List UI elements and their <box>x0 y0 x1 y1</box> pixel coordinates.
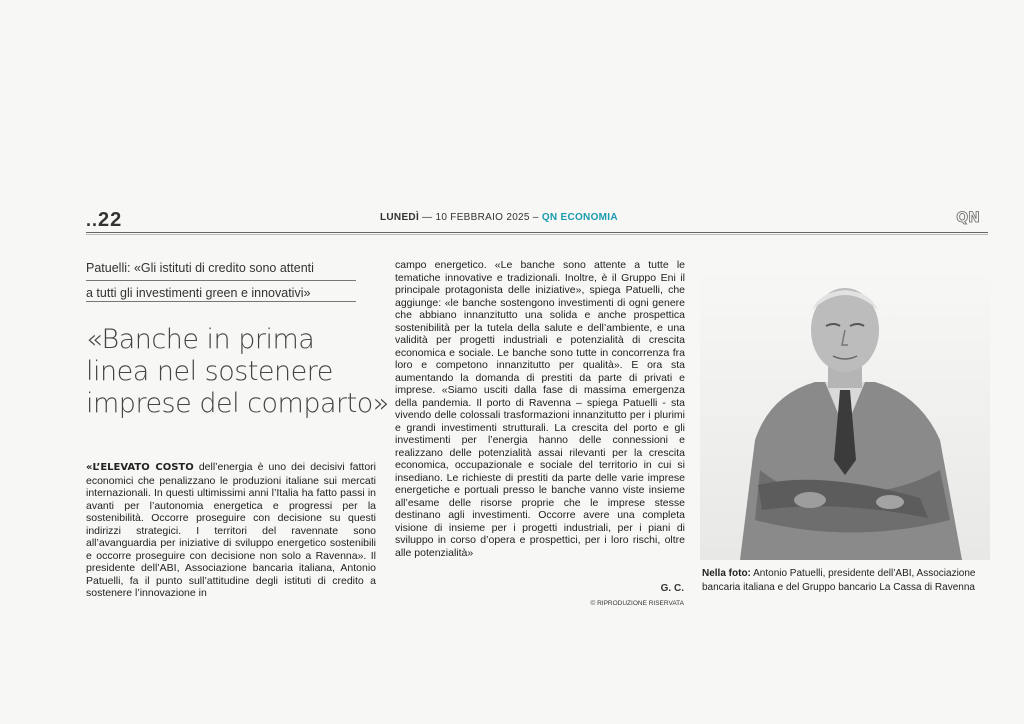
photo-caption <box>702 567 992 595</box>
kicker-line-1: Patuelli: «Gli istituti di credito sono attenti <box>86 261 314 275</box>
headline-line-2: linea nel sostenere <box>86 356 333 387</box>
caption-label: Nella foto: <box>702 568 751 579</box>
kicker-rule-2 <box>86 301 356 302</box>
article-headline <box>86 324 389 420</box>
header-day: LUNEDÌ <box>380 212 420 223</box>
qn-logo-text: QN <box>956 210 980 225</box>
headline-line-1: «Banche in prima <box>86 324 315 355</box>
header-section: QN ECONOMIA <box>541 212 618 223</box>
kicker-line-2: a tutti gli investimenti green e innovativi» <box>86 286 311 300</box>
qn-logo-icon <box>948 209 988 225</box>
page-number: ..22 <box>86 209 123 231</box>
header-divider <box>86 232 988 233</box>
kicker-rule-1 <box>86 280 356 281</box>
column-1-text: dell’energia è uno dei decisivi fattori economici che penalizzano le produzioni italiane sui mercati internazionali. In questi ultimissimi anni l’Italia ha fatto passi in avanti per l’autonomia energetica e progressi per la sostenibilità. Occorre proseguire con decisione su questi indirizzi strategici. I territori del ravennate sono all’avanguardia per iniziative di sviluppo energetico sostenibili e occorre proseguire con decisione non solo a Ravenna». Il presidente dell’ABI, Associazione bancaria italiana, Antonio Patuelli, fa il punto sull’attitudine degli istituti di credito a sostenere l’innovazione in <box>86 461 376 599</box>
page-header <box>380 212 618 223</box>
author-signature: G. C. <box>660 583 684 594</box>
header-date: — 10 FEBBRAIO 2025 – <box>419 212 542 223</box>
caption-text: Antonio Patuelli, presidente dell’ABI, Associazione bancaria italiana e del Gruppo bancario La Cassa di Ravenna <box>702 568 976 593</box>
article-lead: «L’ELEVATO COSTO <box>86 462 194 473</box>
header-divider-secondary <box>86 234 988 235</box>
headline-line-3: imprese del comparto» <box>86 388 389 419</box>
article-column-2: campo energetico. «Le banche sono attente a tutte le tematiche innovative e tradizionali. Inoltre, è il Gruppo Eni il principale protagonista delle iniziative», spiega Patuelli, che aggiunge: «le banche sostengono investimenti di ogni genere che abbiano innanzitutto una solida e anche prospettica sostenibilità per la tutela della salute e dell’ambiente, e una validità per progetti industriali e potenzialità di crescita economica e sociale. Le banche sono tutte in concorrenza fra loro e competono innanzitutto per qualità». E ora sta aumentando la domanda di prestiti da parte di privati e imprese. «Siamo usciti dalla fase di massima emergenza della pandemia. Il porto di Ravenna – spiega Patuelli - sta vivendo delle colossali trasformazioni innanzitutto per i plurimi e grandi investimenti strutturali. La crescita del porto e gli investimenti per l’energia hanno delle connessioni e realizzano delle potenzialità assai rilevanti per la crescita economica, occupazionale e sociale del territorio in cui si insediano. Le richieste di prestiti da parte delle varie imprese energetiche e portuali presso le banche vanno viste insieme all’esame delle risorse proprie che le imprese stesse destinano agli investimenti. Occorre avere una completa visione di insieme per i progetti industriali, per i piani di sviluppo in corso d’opera e prospettici, per i loro rischi, oltre alle potenzialità» <box>395 259 685 559</box>
copyright-notice: © RIPRODUZIONE RISERVATA <box>590 600 684 607</box>
portrait-photo <box>700 270 990 560</box>
article-column-1 <box>86 461 376 600</box>
